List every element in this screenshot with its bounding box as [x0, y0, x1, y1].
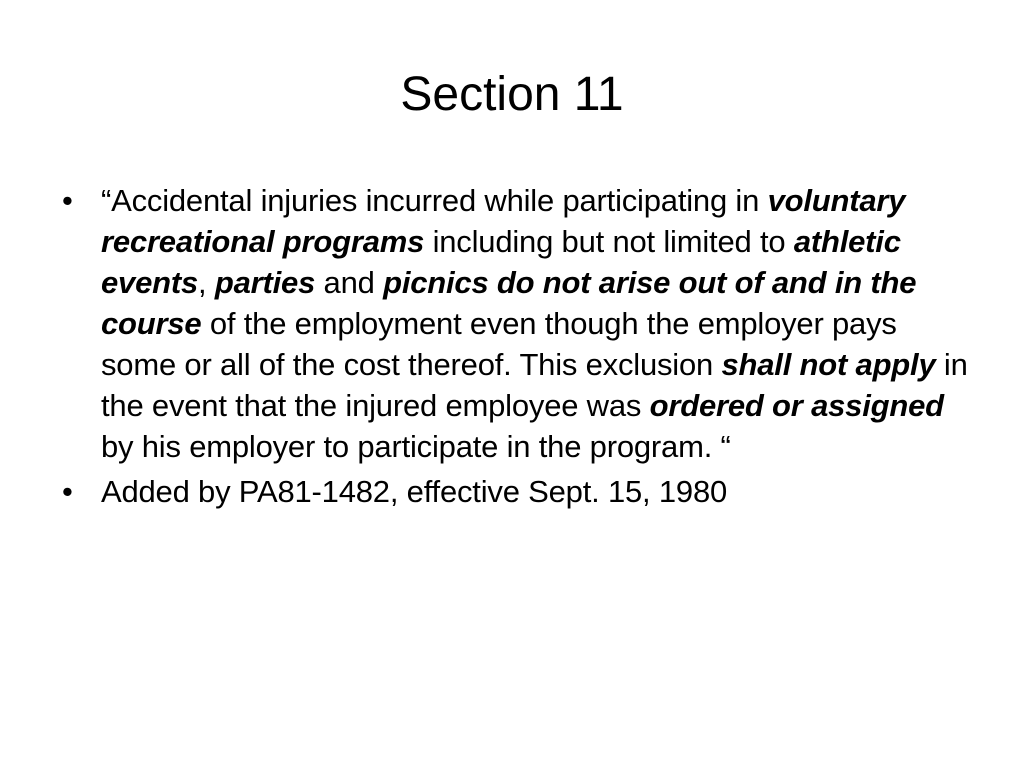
bullet-dot-icon: •: [62, 183, 73, 218]
bullet-item-note: [60, 471, 970, 512]
quote-segment: ,: [198, 265, 215, 300]
note-text: Added by PA81-1482, effective Sept. 15, 1980: [101, 474, 728, 509]
quote-segment-emphasis: parties: [214, 265, 316, 300]
bullet-list: [60, 180, 970, 516]
quote-segment-emphasis: athletic events: [101, 224, 901, 300]
quote-segment: and: [315, 265, 384, 300]
quote-segment-emphasis: voluntary recreational programs: [101, 183, 906, 259]
quote-segment: including but not limited to: [424, 224, 794, 259]
slide-title: Section 11: [400, 68, 624, 121]
bullet-item-quote: [60, 180, 970, 467]
quote-text: [101, 183, 968, 464]
bullet-dot-icon: •: [62, 474, 73, 509]
quote-segment: “Accidental injuries incurred while participating in: [101, 183, 768, 218]
quote-segment: in the event that the injured employee was: [101, 347, 968, 423]
quote-segment-emphasis: ordered or assigned: [649, 388, 944, 423]
quote-segment: by his employer to participate in the program. “: [101, 429, 731, 464]
quote-segment-emphasis: shall not apply: [721, 347, 936, 382]
quote-segment: of the employment even though the employer pays some or all of the cost thereof. This exclusion: [101, 306, 897, 382]
quote-segment-emphasis: picnics do not arise out of and in the course: [101, 265, 917, 341]
